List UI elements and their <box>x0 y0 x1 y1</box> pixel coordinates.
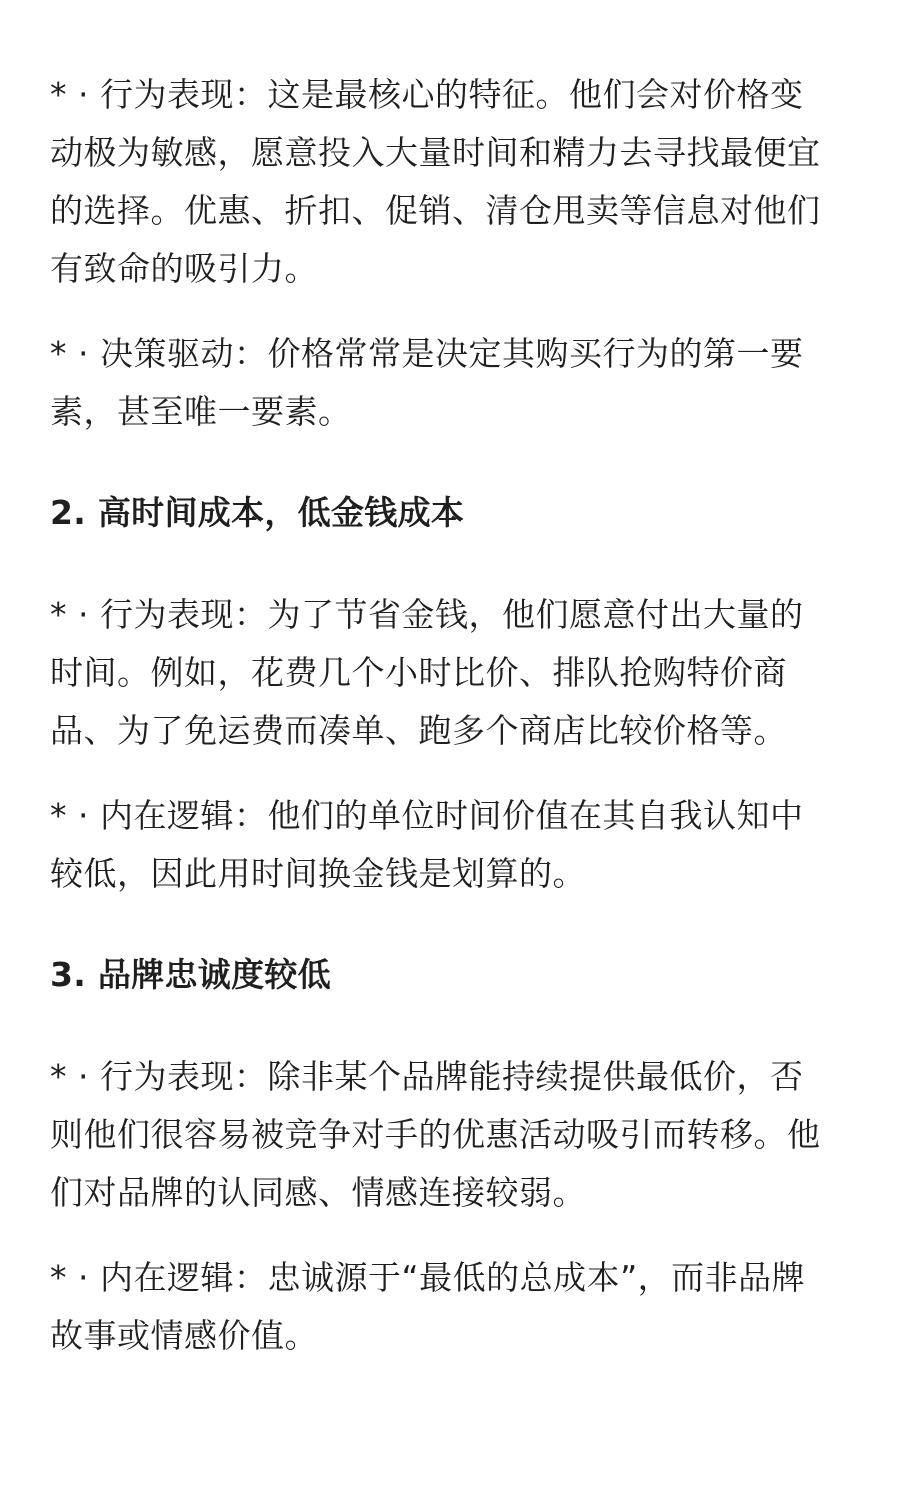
text-line: 品、为了免运费而凑单、跑多个商店比较价格等。 <box>50 711 787 750</box>
text-line: 较低，因此用时间换金钱是划算的。 <box>50 854 586 893</box>
bullet-behavior-time-for-money <box>50 586 850 760</box>
bullet-behavior-price-sensitivity <box>50 66 850 298</box>
text-line: 故事或情感价值。 <box>50 1316 318 1355</box>
bullet-behavior-brand-switching <box>50 1048 850 1222</box>
bullet-inner-logic-time-value <box>50 787 850 903</box>
section-heading-brand-loyalty: 3. 品牌忠诚度较低 <box>50 955 331 994</box>
bullet-decision-driver <box>50 325 850 441</box>
bullet-inner-logic-loyalty <box>50 1249 850 1365</box>
text-line: 有致命的吸引力。 <box>50 249 318 288</box>
text-line: 的选择。优惠、折扣、促销、清仓甩卖等信息对他们 <box>50 191 821 230</box>
text-line: * · 内在逻辑：他们的单位时间价值在其自我认知中 <box>50 796 804 835</box>
text-line: * · 行为表现：为了节省金钱，他们愿意付出大量的 <box>50 595 804 634</box>
text-line: * · 行为表现：除非某个品牌能持续提供最低价，否 <box>50 1057 804 1096</box>
text-line: * · 行为表现：这是最核心的特征。他们会对价格变 <box>50 75 804 114</box>
text-line: 时间。例如，花费几个小时比价、排队抢购特价商 <box>50 653 787 692</box>
text-line: 素，甚至唯一要素。 <box>50 392 352 431</box>
text-line: * · 决策驱动：价格常常是决定其购买行为的第一要 <box>50 334 804 373</box>
section-heading-time-cost: 2. 高时间成本，低金钱成本 <box>50 493 465 532</box>
text-line: 动极为敏感，愿意投入大量时间和精力去寻找最便宜 <box>50 133 821 172</box>
text-line: * · 内在逻辑：忠诚源于“最低的总成本”，而非品牌 <box>50 1258 806 1297</box>
text-line: 们对品牌的认同感、情感连接较弱。 <box>50 1173 586 1212</box>
text-line: 则他们很容易被竞争对手的优惠活动吸引而转移。他 <box>50 1115 821 1154</box>
